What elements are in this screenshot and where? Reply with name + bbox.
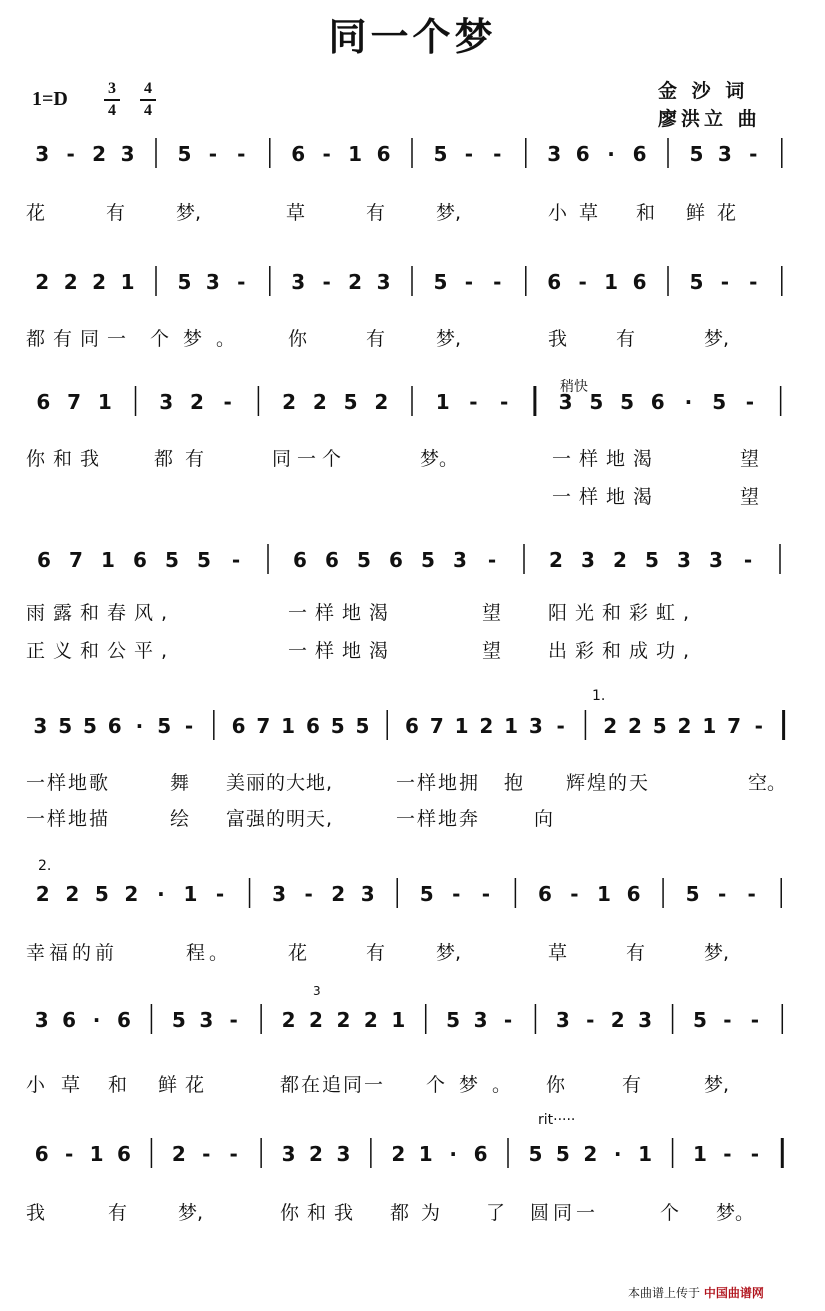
notation-row xyxy=(0,380,825,420)
note: 2 xyxy=(677,714,692,738)
lyric: 梦。 xyxy=(420,448,459,470)
lyric: 抱 xyxy=(504,772,524,794)
lyric: 望 xyxy=(740,448,760,470)
lyric-line-9 xyxy=(26,938,806,964)
dash: - xyxy=(231,548,241,572)
note: 5 xyxy=(157,714,172,738)
lyric: 你和我 xyxy=(26,448,108,470)
dash: - xyxy=(304,882,313,906)
note: 3 xyxy=(291,270,306,294)
note: 3 xyxy=(281,1142,296,1166)
note: 2 xyxy=(336,1008,351,1032)
note: 6 xyxy=(376,142,391,166)
dash: - xyxy=(184,714,194,738)
lyric: 有 xyxy=(626,942,646,964)
note: 2 xyxy=(363,1008,378,1032)
dash: - xyxy=(556,714,565,738)
note: 3 xyxy=(581,548,595,572)
lyric: 辉煌的天 xyxy=(566,772,651,794)
note: 6 xyxy=(537,882,552,906)
note: 3 xyxy=(547,142,562,166)
note: 3 xyxy=(33,714,48,738)
note: 6 xyxy=(231,714,246,738)
note: 6 xyxy=(626,882,641,906)
lyric: 一样地渴 xyxy=(552,486,661,508)
lyric: 都有 xyxy=(154,448,217,470)
note: 1 xyxy=(89,1142,104,1166)
note: 2 xyxy=(348,270,363,294)
lyric-line-8 xyxy=(26,804,806,830)
lyric: 空。 xyxy=(748,772,787,794)
dot: · xyxy=(92,1008,101,1032)
dot: · xyxy=(607,142,615,166)
note: 5 xyxy=(343,390,358,414)
lyric: 有 xyxy=(622,1074,642,1096)
lyric: 都为 xyxy=(390,1202,453,1224)
note: 5 xyxy=(355,714,370,738)
key-signature: 1=D xyxy=(32,88,68,110)
dash: - xyxy=(223,390,232,414)
note: 1 xyxy=(183,882,198,906)
note: 5 xyxy=(330,714,345,738)
lyric: 一样地奔 xyxy=(396,808,481,830)
dash: - xyxy=(202,1142,211,1166)
dash: - xyxy=(749,142,758,166)
dash: - xyxy=(237,270,246,294)
dot: · xyxy=(135,714,144,738)
note: 5 xyxy=(433,270,448,294)
note: 3 xyxy=(159,390,174,414)
note: 6 xyxy=(632,270,647,294)
notation-row xyxy=(0,872,825,912)
note: 1 xyxy=(702,714,717,738)
note: 6 xyxy=(575,142,590,166)
lyric: 了 xyxy=(486,1202,506,1224)
dash: - xyxy=(452,882,461,906)
lyric: 你 xyxy=(288,328,308,350)
lyric: 你和我 xyxy=(280,1202,362,1224)
notation-row xyxy=(0,704,825,744)
lyric: 梦, xyxy=(436,942,462,964)
note: 2 xyxy=(124,882,139,906)
dash: - xyxy=(723,1008,732,1032)
composer-credit: 廖洪立 曲 xyxy=(658,108,761,130)
note: 2 xyxy=(479,714,494,738)
notation-row xyxy=(0,260,825,300)
dash: - xyxy=(229,1008,238,1032)
dash: - xyxy=(208,142,218,166)
note: 2 xyxy=(603,714,618,738)
note: 3 xyxy=(709,548,723,572)
note: 2 xyxy=(309,1008,323,1032)
note: 2 xyxy=(391,1142,406,1166)
note: 6 xyxy=(36,390,51,414)
lyric: 有 xyxy=(108,1202,128,1224)
note: 6 xyxy=(650,390,665,414)
lyric: 我 xyxy=(26,1202,46,1224)
note: 2 xyxy=(65,882,80,906)
note: 1 xyxy=(418,1142,433,1166)
note: 3 xyxy=(555,1008,570,1032)
note: 6 xyxy=(405,714,419,738)
lyric: 舞 xyxy=(170,772,190,794)
note: 1 xyxy=(604,270,619,294)
note: 2 xyxy=(628,714,642,738)
note: 1 xyxy=(97,390,112,414)
note: 2 xyxy=(92,270,107,294)
note: 5 xyxy=(419,882,434,906)
first-ending-label: 1. xyxy=(592,688,606,704)
dash: - xyxy=(754,714,763,738)
lyric: 个梦。 xyxy=(426,1074,526,1096)
note: 6 xyxy=(62,1008,77,1032)
lyric: 一样地歌 xyxy=(26,772,111,794)
note: 2 xyxy=(309,1142,323,1166)
lyric: 我 xyxy=(548,328,568,350)
lyricist-credit: 金 沙 词 xyxy=(658,80,749,102)
note: 6 xyxy=(473,1142,488,1166)
lyric: 梦, xyxy=(436,328,462,350)
lyric: 有 xyxy=(106,202,126,224)
time-signature-3-4: 3 4 xyxy=(104,80,120,120)
note: 5 xyxy=(94,882,109,906)
dash: - xyxy=(481,882,491,906)
dash: - xyxy=(64,1142,74,1166)
dash: - xyxy=(500,390,509,414)
dash: - xyxy=(464,270,474,294)
lyric: 都有同一 xyxy=(26,328,135,350)
note: 5 xyxy=(620,390,635,414)
note: 2 xyxy=(282,390,297,414)
dash: - xyxy=(487,548,497,572)
lyric: 一样地拥 xyxy=(396,772,481,794)
lyric-line-1 xyxy=(26,198,806,224)
note: 1 xyxy=(348,142,363,166)
note: 1 xyxy=(435,390,450,414)
note: 3 xyxy=(360,882,375,906)
lyric: 程。 xyxy=(186,942,233,964)
page-title: 同一个梦 xyxy=(328,14,497,59)
note: 6 xyxy=(133,548,147,572)
notation-row xyxy=(0,538,825,578)
note: 6 xyxy=(293,548,307,572)
note: 5 xyxy=(555,1142,570,1166)
note: 3 xyxy=(638,1008,653,1032)
lyric-line-3 xyxy=(26,444,806,470)
dot: · xyxy=(613,1142,622,1166)
note: 2 xyxy=(35,882,50,906)
lyric: 个梦。 xyxy=(150,328,250,350)
note: 5 xyxy=(357,548,371,572)
lyric: 圆同一 xyxy=(530,1202,600,1224)
rit-marking: rit····· xyxy=(538,1112,576,1128)
dash: - xyxy=(229,1142,238,1166)
lyric: 个 xyxy=(660,1202,680,1224)
lyric: 有 xyxy=(616,328,636,350)
lyric-line-2 xyxy=(26,324,806,350)
note: 5 xyxy=(197,548,211,572)
note: 6 xyxy=(117,1142,131,1166)
note: 7 xyxy=(429,714,444,738)
note: 2 xyxy=(583,1142,598,1166)
dash: - xyxy=(66,142,75,166)
note: 1 xyxy=(391,1008,406,1032)
lyric: 鲜花 xyxy=(158,1074,213,1096)
lyric: 正义和公平, xyxy=(26,640,176,662)
note: 5 xyxy=(433,142,448,166)
note: 3 xyxy=(272,882,287,906)
dash: - xyxy=(464,142,474,166)
lyric-line-11 xyxy=(26,1198,806,1224)
dash: - xyxy=(493,142,502,166)
note: 5 xyxy=(421,548,435,572)
dash: - xyxy=(750,1008,760,1032)
dash: - xyxy=(215,882,225,906)
note: 5 xyxy=(645,548,659,572)
note: 6 xyxy=(325,548,339,572)
dash: - xyxy=(743,548,753,572)
dash: - xyxy=(750,1142,760,1166)
dot: · xyxy=(449,1142,457,1166)
note: 2 xyxy=(92,142,107,166)
note: 2 xyxy=(312,390,327,414)
lyric: 有 xyxy=(366,328,386,350)
lyric: 向 xyxy=(534,808,554,830)
dash: - xyxy=(586,1008,595,1032)
note: 1 xyxy=(597,882,611,906)
note: 1 xyxy=(101,548,115,572)
note: 6 xyxy=(632,142,647,166)
note: 2 xyxy=(171,1142,186,1166)
lyric: 小草 xyxy=(26,1074,97,1096)
note: 2 xyxy=(613,548,627,572)
note: 6 xyxy=(547,270,562,294)
lyric: 一样地渴 xyxy=(552,448,661,470)
lyric: 花 xyxy=(288,942,308,964)
note: 5 xyxy=(177,142,192,166)
note: 2 xyxy=(63,270,78,294)
note: 3 xyxy=(473,1008,488,1032)
lyric: 都在追同一 xyxy=(280,1074,386,1096)
footer-prefix: 本曲谱上传于 xyxy=(628,1286,701,1300)
note: 3 xyxy=(205,270,220,294)
note: 6 xyxy=(37,548,51,572)
dash: - xyxy=(747,882,756,906)
note: 3 xyxy=(35,142,50,166)
lyric: 雨露和春风, xyxy=(26,602,176,624)
notation-row xyxy=(0,132,825,172)
lyric: 绘 xyxy=(170,808,190,830)
dash: - xyxy=(322,270,331,294)
note: 7 xyxy=(256,714,271,738)
lyric: 幸福的前 xyxy=(26,942,119,964)
lyric: 同一个 xyxy=(272,448,348,470)
note: 5 xyxy=(689,270,704,294)
note: 6 xyxy=(305,714,320,738)
lyric-line-7 xyxy=(26,768,806,794)
triplet-mark: 3 xyxy=(313,984,321,998)
lyric: 一样地渴 xyxy=(288,640,397,662)
note: 5 xyxy=(589,390,604,414)
lyric: 鲜花 xyxy=(686,202,749,224)
lyric: 望 xyxy=(740,486,760,508)
note: 2 xyxy=(610,1008,625,1032)
lyric: 梦, xyxy=(176,202,202,224)
note: 5 xyxy=(446,1008,461,1032)
lyric: 梦, xyxy=(178,1202,204,1224)
lyric: 和 xyxy=(108,1074,128,1096)
note: 7 xyxy=(69,548,83,572)
lyric: 和 xyxy=(636,202,656,224)
lyric: 梦。 xyxy=(716,1202,755,1224)
note: 6 xyxy=(389,548,403,572)
lyric-line-10 xyxy=(26,1070,806,1096)
note: 1 xyxy=(504,714,519,738)
tempo-marking: 稍快 xyxy=(560,379,588,395)
note: 5 xyxy=(165,548,179,572)
note: 6 xyxy=(107,714,122,738)
lyric-line-6 xyxy=(26,636,806,662)
lyric: 梦, xyxy=(704,328,730,350)
note: 3 xyxy=(199,1008,214,1032)
lyric: 阳光和彩虹, xyxy=(548,602,698,624)
dash: - xyxy=(578,270,587,294)
note: 2 xyxy=(374,390,389,414)
note: 6 xyxy=(291,142,306,166)
second-ending-label: 2. xyxy=(38,858,52,874)
lyric: 小草 xyxy=(548,202,611,224)
lyric: 有 xyxy=(366,202,386,224)
lyric: 草 xyxy=(286,202,306,224)
footer-credit xyxy=(628,1284,764,1301)
note: 5 xyxy=(693,1008,707,1032)
note: 5 xyxy=(652,714,667,738)
note: 7 xyxy=(727,714,742,738)
dot: · xyxy=(684,390,693,414)
note: 2 xyxy=(281,1008,296,1032)
lyric: 富强的明天, xyxy=(226,808,334,830)
lyric: 你 xyxy=(546,1074,566,1096)
lyric: 草 xyxy=(548,942,568,964)
dash: - xyxy=(469,390,478,414)
note: 5 xyxy=(82,714,97,738)
time-signature-4-4: 4 4 xyxy=(140,80,156,120)
notation-row xyxy=(0,1132,825,1172)
note: 5 xyxy=(712,390,727,414)
dash: - xyxy=(717,882,727,906)
lyric: 美丽的大地, xyxy=(226,772,334,794)
note: 3 xyxy=(376,270,391,294)
note: 3 xyxy=(336,1142,351,1166)
note: 3 xyxy=(717,142,732,166)
lyric: 望 xyxy=(482,640,502,662)
lyric-line-4 xyxy=(26,482,806,508)
note: 5 xyxy=(58,714,73,738)
dot: · xyxy=(157,882,165,906)
note: 3 xyxy=(34,1008,49,1032)
note: 1 xyxy=(281,714,296,738)
dash: - xyxy=(749,270,758,294)
note: 3 xyxy=(528,714,543,738)
note: 5 xyxy=(685,882,700,906)
note: 7 xyxy=(67,390,82,414)
dash: - xyxy=(322,142,331,166)
dash: - xyxy=(493,270,502,294)
note: 3 xyxy=(120,142,135,166)
note: 3 xyxy=(677,548,691,572)
note: 2 xyxy=(331,882,346,906)
lyric: 有 xyxy=(366,942,386,964)
dash: - xyxy=(237,142,246,166)
note: 2 xyxy=(549,548,563,572)
lyric: 梦, xyxy=(704,942,730,964)
lyric-line-5 xyxy=(26,598,806,624)
lyric: 望 xyxy=(482,602,502,624)
note: 2 xyxy=(189,390,204,414)
footer-site-logo: 中国曲谱网 xyxy=(703,1286,764,1300)
lyric: 梦, xyxy=(436,202,462,224)
dash: - xyxy=(723,1142,732,1166)
lyric: 出彩和成功, xyxy=(548,640,698,662)
note: 2 xyxy=(35,270,50,294)
dash: - xyxy=(745,390,755,414)
lyric: 花 xyxy=(26,202,46,224)
lyric: 梦, xyxy=(704,1074,730,1096)
note: 5 xyxy=(528,1142,543,1166)
dash: - xyxy=(503,1008,513,1032)
note: 1 xyxy=(693,1142,707,1166)
note: 5 xyxy=(171,1008,186,1032)
note: 1 xyxy=(638,1142,653,1166)
note: 1 xyxy=(120,270,135,294)
lyric: 一样地渴 xyxy=(288,602,397,624)
notation-row xyxy=(0,998,825,1038)
dash: - xyxy=(570,882,579,906)
note: 6 xyxy=(117,1008,131,1032)
note: 1 xyxy=(454,714,469,738)
lyric: 一样地描 xyxy=(26,808,111,830)
note: 5 xyxy=(177,270,192,294)
note: 3 xyxy=(453,548,467,572)
note: 3 xyxy=(558,390,573,414)
dash: - xyxy=(720,270,730,294)
note: 6 xyxy=(34,1142,49,1166)
note: 5 xyxy=(689,142,704,166)
